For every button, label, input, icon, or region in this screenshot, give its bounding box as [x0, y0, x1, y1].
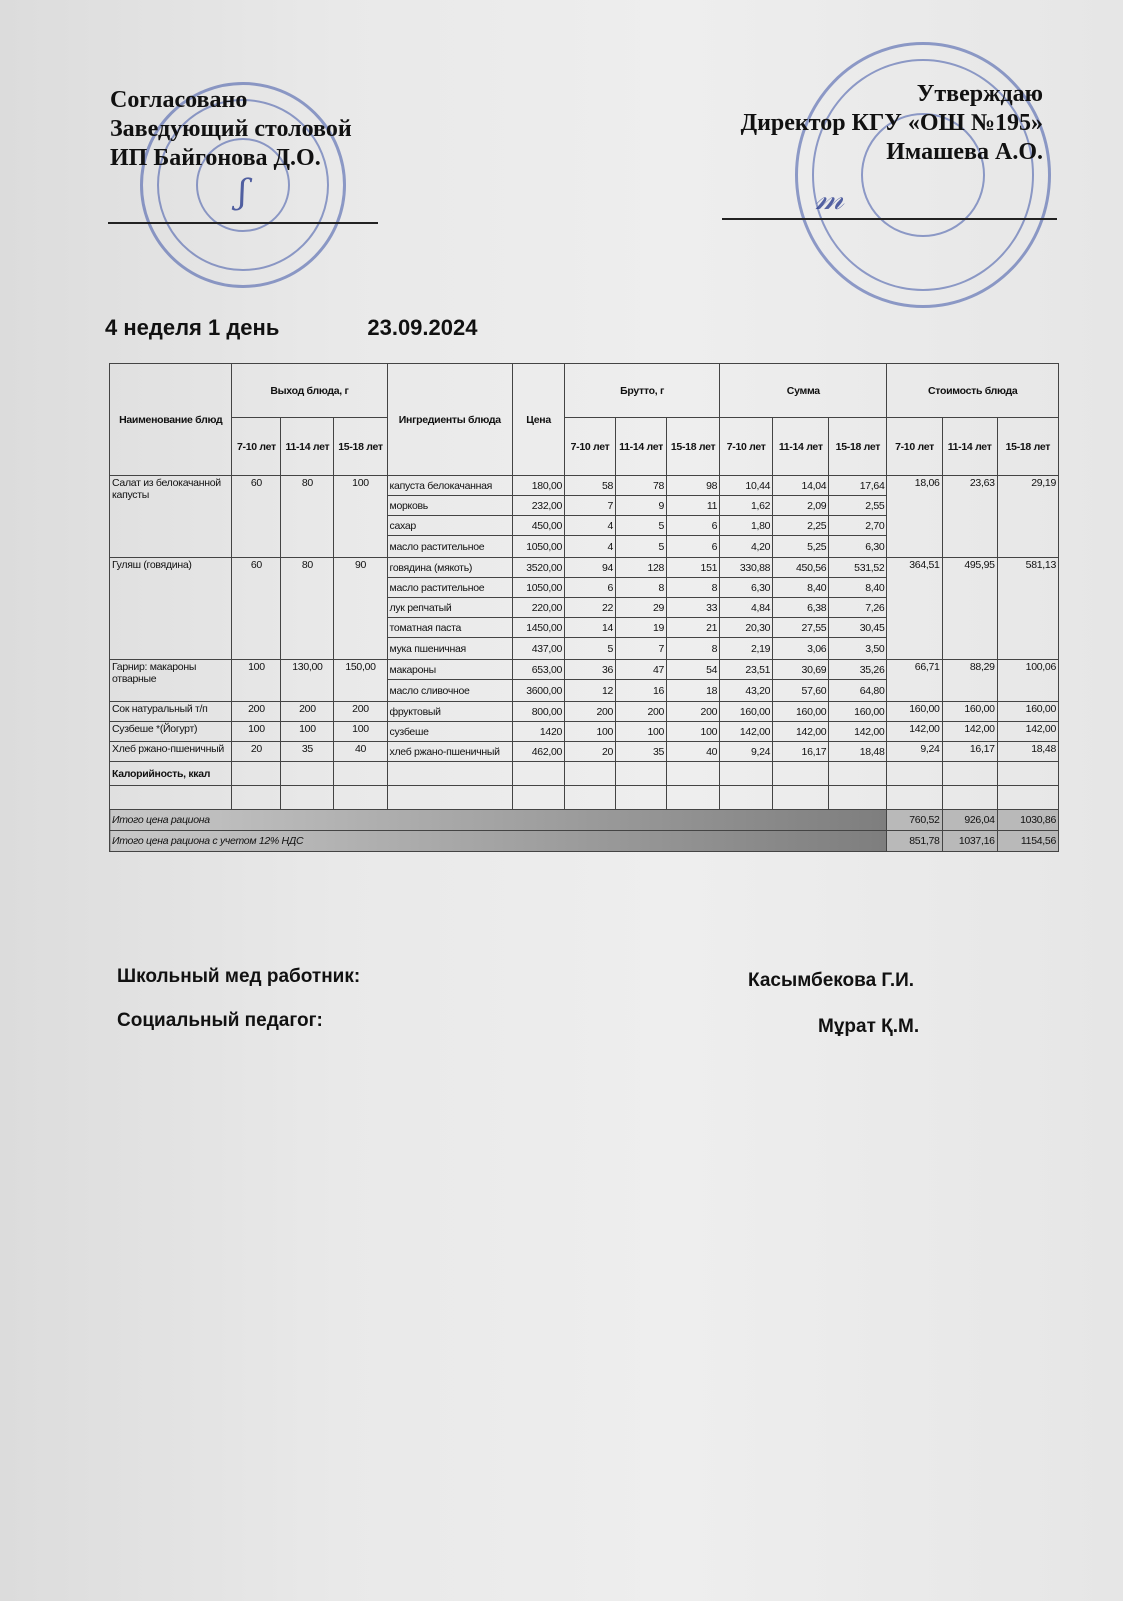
ingredient-gross: 100 — [565, 722, 616, 742]
signature-line-right — [722, 218, 1057, 220]
output-age-header: 15-18 лет — [334, 418, 387, 476]
ingredient-gross: 21 — [667, 618, 720, 638]
table-row — [110, 742, 1059, 762]
ingredient-name: макароны — [387, 660, 513, 680]
ingredient-sum: 2,09 — [773, 496, 829, 516]
ingredient-gross: 4 — [565, 536, 616, 558]
ingredient-name: мука пшеничная — [387, 638, 513, 660]
ingredient-sum: 450,56 — [773, 558, 829, 578]
approval-left-line3: ИП Байгонова Д.О. — [110, 145, 321, 171]
ingredient-gross: 5 — [616, 536, 667, 558]
dish-output: 100 — [334, 722, 387, 742]
ingredient-sum: 14,04 — [773, 476, 829, 496]
ingredient-name: масло сливочное — [387, 680, 513, 702]
dish-output: 100 — [232, 722, 281, 742]
ingredient-sum: 1,80 — [720, 516, 773, 536]
empty-cell — [667, 762, 720, 786]
ingredient-sum: 43,20 — [720, 680, 773, 702]
pedagog-name: Мұрат Қ.М. — [818, 1016, 920, 1037]
empty-cell — [829, 786, 887, 810]
ingredient-gross: 94 — [565, 558, 616, 578]
dish-output: 100 — [232, 660, 281, 702]
ingredient-name: томатная паста — [387, 618, 513, 638]
ingredient-price: 653,00 — [513, 660, 565, 680]
empty-cell — [334, 762, 387, 786]
ingredient-gross: 4 — [565, 516, 616, 536]
ingredient-sum: 142,00 — [720, 722, 773, 742]
dish-output: 80 — [281, 558, 334, 660]
empty-cell — [773, 762, 829, 786]
output-age-header: 7-10 лет — [232, 418, 281, 476]
ingredient-sum: 9,24 — [720, 742, 773, 762]
ingredient-name: масло растительное — [387, 578, 513, 598]
ingredient-name: фруктовый — [387, 702, 513, 722]
dish-output: 130,00 — [281, 660, 334, 702]
ingredient-gross: 58 — [565, 476, 616, 496]
dish-cost: 29,19 — [997, 476, 1058, 558]
empty-cell — [616, 762, 667, 786]
week-day-label: 4 неделя 1 день — [105, 315, 280, 340]
ingredient-sum: 2,55 — [829, 496, 887, 516]
ingredient-sum: 20,30 — [720, 618, 773, 638]
empty-cell — [281, 786, 334, 810]
ingredient-price: 180,00 — [513, 476, 565, 496]
ingredient-sum: 57,60 — [773, 680, 829, 702]
dish-cost: 18,48 — [997, 742, 1058, 762]
ingredient-sum: 23,51 — [720, 660, 773, 680]
menu-body — [110, 476, 1059, 852]
ingredient-gross: 18 — [667, 680, 720, 702]
ingredient-gross: 7 — [616, 638, 667, 660]
ingredient-gross: 35 — [616, 742, 667, 762]
dish-cost: 16,17 — [942, 742, 997, 762]
ingredient-sum: 16,17 — [773, 742, 829, 762]
dish-output: 150,00 — [334, 660, 387, 702]
ingredient-gross: 40 — [667, 742, 720, 762]
ingredient-gross: 6 — [667, 516, 720, 536]
ingredient-gross: 8 — [667, 638, 720, 660]
dish-cost: 160,00 — [942, 702, 997, 722]
ingredient-price: 1050,00 — [513, 536, 565, 558]
ingredient-gross: 100 — [616, 722, 667, 742]
ingredient-gross: 5 — [616, 516, 667, 536]
dish-name: Салат из белокачанной капусты — [110, 476, 232, 558]
empty-cell — [616, 786, 667, 810]
total-label: Итого цена рациона — [110, 810, 887, 831]
total-value: 926,04 — [942, 810, 997, 831]
dish-output: 20 — [232, 742, 281, 762]
ingredient-gross: 47 — [616, 660, 667, 680]
gross-age-header: 11-14 лет — [616, 418, 667, 476]
ingredient-gross: 6 — [667, 536, 720, 558]
ingredient-sum: 10,44 — [720, 476, 773, 496]
header-gross: Брутто, г — [565, 364, 720, 418]
ingredient-sum: 30,45 — [829, 618, 887, 638]
dish-output: 100 — [281, 722, 334, 742]
ingredient-gross: 98 — [667, 476, 720, 496]
ingredient-sum: 2,19 — [720, 638, 773, 660]
ingredient-name: лук репчатый — [387, 598, 513, 618]
table-row — [110, 558, 1059, 578]
total-row — [110, 831, 1059, 852]
dish-cost: 18,06 — [887, 476, 942, 558]
ingredient-name: говядина (мякоть) — [387, 558, 513, 578]
ingredient-sum: 160,00 — [720, 702, 773, 722]
dish-name: Сок натуральный т/п — [110, 702, 232, 722]
approval-left-line2: Заведующий столовой — [110, 116, 352, 142]
ingredient-sum: 1,62 — [720, 496, 773, 516]
ingredient-price: 800,00 — [513, 702, 565, 722]
ingredient-sum: 64,80 — [829, 680, 887, 702]
gross-age-header: 7-10 лет — [565, 418, 616, 476]
ingredient-sum: 4,84 — [720, 598, 773, 618]
ingredient-gross: 200 — [667, 702, 720, 722]
empty-cell — [829, 762, 887, 786]
ingredient-price: 450,00 — [513, 516, 565, 536]
ingredient-gross: 9 — [616, 496, 667, 516]
dish-name: Гарнир: макароны отварные — [110, 660, 232, 702]
ingredient-sum: 3,06 — [773, 638, 829, 660]
header-sum: Сумма — [720, 364, 887, 418]
total-value: 851,78 — [887, 831, 942, 852]
empty-cell — [281, 762, 334, 786]
table-row — [110, 660, 1059, 680]
ingredient-price: 1050,00 — [513, 578, 565, 598]
empty-cell — [997, 786, 1058, 810]
dish-output: 35 — [281, 742, 334, 762]
ingredient-name: сузбеше — [387, 722, 513, 742]
empty-cell — [667, 786, 720, 810]
empty-cell — [887, 762, 942, 786]
dish-cost: 142,00 — [887, 722, 942, 742]
table-row — [110, 722, 1059, 742]
header-ingredients: Ингредиенты блюда — [387, 364, 513, 476]
ingredient-sum: 17,64 — [829, 476, 887, 496]
header-cost: Стоимость блюда — [887, 364, 1059, 418]
ingredient-gross: 8 — [616, 578, 667, 598]
empty-cell — [110, 786, 232, 810]
ingredient-gross: 22 — [565, 598, 616, 618]
ingredient-name: хлеб ржано-пшеничный — [387, 742, 513, 762]
sum-age-header: 15-18 лет — [829, 418, 887, 476]
ingredient-sum: 2,70 — [829, 516, 887, 536]
pedagog-label: Социальный педагог: — [117, 1010, 323, 1031]
ingredient-gross: 16 — [616, 680, 667, 702]
ingredient-gross: 14 — [565, 618, 616, 638]
dish-cost: 100,06 — [997, 660, 1058, 702]
ingredient-gross: 7 — [565, 496, 616, 516]
ingredient-price: 220,00 — [513, 598, 565, 618]
empty-row — [110, 786, 1059, 810]
table-row — [110, 702, 1059, 722]
sum-age-header: 11-14 лет — [773, 418, 829, 476]
ingredient-price: 3520,00 — [513, 558, 565, 578]
nurse-label: Школьный мед работник: — [117, 966, 361, 987]
dish-output: 90 — [334, 558, 387, 660]
empty-cell — [565, 762, 616, 786]
ingredient-gross: 33 — [667, 598, 720, 618]
dish-cost: 142,00 — [942, 722, 997, 742]
ingredient-price: 1420 — [513, 722, 565, 742]
nurse-name: Касымбекова Г.И. — [748, 970, 915, 991]
ingredient-sum: 18,48 — [829, 742, 887, 762]
ingredient-price: 462,00 — [513, 742, 565, 762]
empty-cell — [387, 786, 513, 810]
ingredient-gross: 200 — [616, 702, 667, 722]
ingredient-sum: 160,00 — [829, 702, 887, 722]
approval-left-line1: Согласовано — [110, 87, 248, 113]
empty-cell — [513, 786, 565, 810]
approval-block-right — [741, 80, 1043, 167]
ingredient-sum: 8,40 — [773, 578, 829, 598]
dish-name: Хлеб ржано-пшеничный — [110, 742, 232, 762]
signature-line-left — [108, 222, 378, 224]
dish-output: 200 — [334, 702, 387, 722]
ingredient-price: 1450,00 — [513, 618, 565, 638]
ingredient-sum: 330,88 — [720, 558, 773, 578]
ingredient-gross: 6 — [565, 578, 616, 598]
menu-date: 23.09.2024 — [367, 315, 478, 340]
dish-output: 60 — [232, 476, 281, 558]
ingredient-sum: 3,50 — [829, 638, 887, 660]
empty-cell — [942, 786, 997, 810]
empty-cell — [773, 786, 829, 810]
ingredient-sum: 160,00 — [773, 702, 829, 722]
approval-right-line1: Утверждаю — [916, 81, 1043, 107]
empty-cell — [334, 786, 387, 810]
approval-block-left — [110, 86, 352, 173]
ingredient-gross: 100 — [667, 722, 720, 742]
ingredient-sum: 6,38 — [773, 598, 829, 618]
ingredient-sum: 142,00 — [773, 722, 829, 742]
dish-name: Гуляш (говядина) — [110, 558, 232, 660]
dish-cost: 364,51 — [887, 558, 942, 660]
ingredient-sum: 2,25 — [773, 516, 829, 536]
ingredient-gross: 36 — [565, 660, 616, 680]
ingredient-sum: 6,30 — [829, 536, 887, 558]
header-output: Выход блюда, г — [232, 364, 387, 418]
dish-cost: 88,29 — [942, 660, 997, 702]
ingredient-price: 232,00 — [513, 496, 565, 516]
ingredient-sum: 7,26 — [829, 598, 887, 618]
approval-right-line3: Имашева А.О. — [886, 139, 1043, 165]
ingredient-gross: 200 — [565, 702, 616, 722]
total-value: 760,52 — [887, 810, 942, 831]
dish-cost: 23,63 — [942, 476, 997, 558]
ingredient-sum: 35,26 — [829, 660, 887, 680]
empty-cell — [997, 762, 1058, 786]
signature-right: 𝓂 — [815, 178, 844, 218]
dish-output: 40 — [334, 742, 387, 762]
ingredient-gross: 8 — [667, 578, 720, 598]
dish-output: 80 — [281, 476, 334, 558]
total-row — [110, 810, 1059, 831]
dish-output: 200 — [281, 702, 334, 722]
ingredient-sum: 531,52 — [829, 558, 887, 578]
ingredient-name: морковь — [387, 496, 513, 516]
header-price: Цена — [513, 364, 565, 476]
ingredient-name: капуста белокачанная — [387, 476, 513, 496]
dish-cost: 160,00 — [997, 702, 1058, 722]
ingredient-gross: 54 — [667, 660, 720, 680]
output-age-header: 11-14 лет — [281, 418, 334, 476]
dish-cost: 160,00 — [887, 702, 942, 722]
ingredient-gross: 151 — [667, 558, 720, 578]
empty-cell — [232, 762, 281, 786]
approval-right-line2: Директор КГУ «ОШ №195» — [740, 110, 1043, 136]
ingredient-name: масло растительное — [387, 536, 513, 558]
dish-cost: 495,95 — [942, 558, 997, 660]
dish-cost: 581,13 — [997, 558, 1058, 660]
empty-cell — [720, 762, 773, 786]
dish-output: 100 — [334, 476, 387, 558]
ingredient-gross: 20 — [565, 742, 616, 762]
dish-output: 200 — [232, 702, 281, 722]
ingredient-name: сахар — [387, 516, 513, 536]
total-value: 1037,16 — [942, 831, 997, 852]
ingredient-gross: 29 — [616, 598, 667, 618]
ingredient-gross: 5 — [565, 638, 616, 660]
ingredient-sum: 6,30 — [720, 578, 773, 598]
dish-output: 60 — [232, 558, 281, 660]
ingredient-sum: 142,00 — [829, 722, 887, 742]
cost-age-header: 11-14 лет — [942, 418, 997, 476]
empty-cell — [565, 786, 616, 810]
ingredient-gross: 19 — [616, 618, 667, 638]
total-value: 1154,56 — [997, 831, 1058, 852]
ingredient-sum: 30,69 — [773, 660, 829, 680]
header-dish: Наименование блюд — [110, 364, 232, 476]
ingredient-sum: 8,40 — [829, 578, 887, 598]
empty-cell — [720, 786, 773, 810]
ingredient-gross: 128 — [616, 558, 667, 578]
day-title — [105, 315, 477, 341]
ingredient-gross: 78 — [616, 476, 667, 496]
ingredient-price: 437,00 — [513, 638, 565, 660]
ingredient-price: 3600,00 — [513, 680, 565, 702]
gross-age-header: 15-18 лет — [667, 418, 720, 476]
cost-age-header: 15-18 лет — [997, 418, 1058, 476]
ingredient-sum: 4,20 — [720, 536, 773, 558]
empty-cell — [387, 762, 513, 786]
calories-row — [110, 762, 1059, 786]
menu-table — [109, 363, 1059, 852]
sum-age-header: 7-10 лет — [720, 418, 773, 476]
ingredient-gross: 12 — [565, 680, 616, 702]
age-header-row — [110, 418, 1059, 476]
table-row — [110, 476, 1059, 496]
calories-label: Калорийность, ккал — [110, 762, 232, 786]
total-label: Итого цена рациона с учетом 12% НДС — [110, 831, 887, 852]
dish-cost: 66,71 — [887, 660, 942, 702]
empty-cell — [887, 786, 942, 810]
empty-cell — [232, 786, 281, 810]
cost-age-header: 7-10 лет — [887, 418, 942, 476]
empty-cell — [513, 762, 565, 786]
empty-cell — [942, 762, 997, 786]
signature-left: ʃ — [238, 172, 248, 212]
ingredient-gross: 11 — [667, 496, 720, 516]
ingredient-sum: 27,55 — [773, 618, 829, 638]
total-value: 1030,86 — [997, 810, 1058, 831]
ingredient-sum: 5,25 — [773, 536, 829, 558]
dish-cost: 9,24 — [887, 742, 942, 762]
dish-name: Сузбеше *(Йогурт) — [110, 722, 232, 742]
dish-cost: 142,00 — [997, 722, 1058, 742]
